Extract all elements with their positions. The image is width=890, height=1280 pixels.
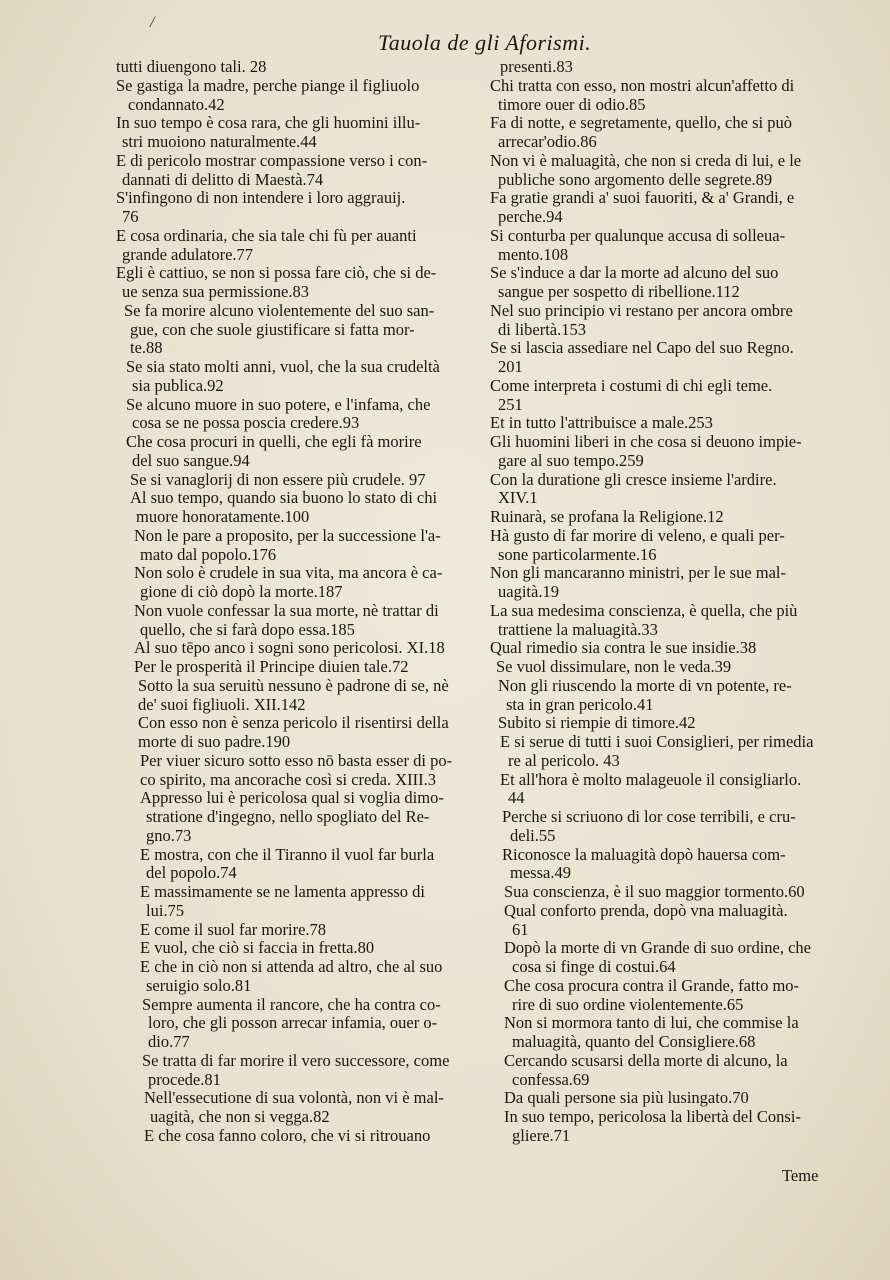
right-column-line: 61: [512, 920, 529, 939]
left-column-line: Nell'essecutione di sua volontà, non vi è mal-: [144, 1089, 444, 1108]
left-column-line: procede.81: [148, 1070, 221, 1089]
right-column-line: Fa gratie grandi a' suoi fauoriti, & a' Grandi, e: [490, 189, 795, 208]
right-column-line: Ruinarà, se profana la Religione.12: [490, 508, 724, 526]
left-column-line: gione di ciò dopò la morte.187: [140, 583, 343, 601]
right-column-line: Non si mormora tanto di lui, che commise la: [504, 1014, 799, 1033]
right-column-line: maluagità, quanto del Consigliere.68: [512, 1033, 756, 1051]
left-column-line: lui.75: [146, 901, 185, 920]
right-column-line: XIV.1: [498, 489, 538, 508]
right-column-line: gare al suo tempo.259: [498, 451, 644, 470]
right-column-line: Gli huomini liberi in che cosa si deuono impie-: [490, 433, 802, 451]
left-column-line: Se tratta di far morire il vero successore, come: [142, 1051, 450, 1070]
left-column-line: quello, che si farà dopo essa.185: [140, 620, 355, 639]
right-column-line: di libertà.153: [498, 320, 586, 339]
left-column-line: te.88: [130, 339, 163, 358]
left-column-line: grande adulatore.77: [122, 245, 254, 264]
right-column-line: Sua conscienza, è il suo maggior tormento.60: [504, 883, 805, 901]
right-column-line: perche.94: [498, 208, 563, 226]
page-header-title: Tauola de gli Aforismi.: [378, 30, 592, 55]
right-column-line: Dopò la morte di vn Grande di suo ordine, che: [504, 939, 812, 958]
catchword: Teme: [782, 1166, 819, 1185]
left-column-line: de' suoi figliuoli. XII.142: [138, 695, 306, 714]
left-column-line: cosa se ne possa poscia credere.93: [132, 414, 360, 433]
right-column-line: Da quali persone sia più lusingato.70: [504, 1089, 749, 1108]
left-column-line: ue senza sua permissione.83: [122, 283, 309, 301]
right-column-line: presenti.83: [500, 58, 573, 76]
left-column-line: E come il suol far morire.78: [140, 920, 327, 939]
right-column-line: Fa di notte, e segretamente, quello, che si può: [490, 114, 792, 133]
left-column-line: Per viuer sicuro sotto esso nō basta esser di po-: [140, 751, 453, 770]
left-column-line: Se alcuno muore in suo potere, e l'infama, che: [126, 395, 431, 414]
right-column-line: Non gli riuscendo la morte di vn potente, re-: [498, 676, 792, 695]
right-column-line: Non vi è maluagità, che non si creda di lui, e le: [490, 151, 802, 170]
right-column-line: E si serue di tutti i suoi Consiglieri, per rimedia: [500, 733, 814, 751]
left-column-line: Egli è cattiuo, se non si possa fare ciò, che si de-: [116, 264, 437, 283]
right-column-line: sta in gran pericolo.41: [506, 695, 654, 714]
left-column-line: Se sia stato molti anni, vuol, che la sua crudeltà: [126, 358, 440, 376]
left-column-line: seruigio solo.81: [146, 976, 252, 995]
left-column-line: dio.77: [148, 1033, 190, 1051]
left-column-line: E cosa ordinaria, che sia tale chi fù per auanti: [116, 226, 417, 245]
right-column-line: Si conturba per qualunque accusa di solleua-: [490, 226, 786, 245]
right-column-line: re al pericolo. 43: [508, 751, 620, 770]
left-column-line: gue, con che suole giustificare si fatta mor-: [130, 320, 415, 339]
left-column-line: E che cosa fanno coloro, che vi si ritrouano: [144, 1126, 431, 1145]
right-column-line: 201: [498, 358, 523, 376]
left-column-line: 76: [122, 208, 139, 226]
left-column-line: Non solo è crudele in sua vita, ma ancora è ca-: [134, 564, 443, 583]
left-column-line: del suo sangue.94: [132, 451, 250, 470]
right-column-line: Hà gusto di far morire di veleno, e quali per-: [490, 526, 785, 545]
right-column-line: publiche sono argomento delle segrete.89: [498, 170, 773, 189]
left-column-line: stri muoiono naturalmente.44: [122, 133, 317, 151]
left-column-line: E di pericolo mostrar compassione verso i con-: [116, 151, 428, 170]
left-column-line: co spirito, ma ancorache così si creda. XIII.3: [140, 770, 436, 789]
left-column-line: Non vuole confessar la sua morte, nè trattar di: [134, 601, 439, 620]
right-column-line: Qual rimedio sia contra le sue insidie.38: [490, 639, 757, 658]
right-column-line: confessa.69: [512, 1070, 590, 1089]
left-column-line: Al suo tēpo anco i sogni sono pericolosi. XI.18: [134, 639, 445, 658]
right-column-line: Che cosa procura contra il Grande, fatto mo-: [504, 976, 800, 995]
left-column-line: Al suo tempo, quando sia buono lo stato di chi: [130, 489, 438, 508]
right-column-line: Chi tratta con esso, non mostri alcun'affetto di: [490, 76, 795, 95]
right-column-line: Cercando scusarsi della morte di alcuno, la: [504, 1051, 788, 1070]
right-column-line: timore ouer di odio.85: [498, 95, 646, 114]
left-column-line: mato dal popolo.176: [140, 545, 277, 564]
right-column-line: Subito si riempie di timore.42: [498, 714, 696, 733]
right-column-line: messa.49: [510, 864, 571, 883]
left-column-line: Sotto la sua seruitù nessuno è padrone di se, nè: [138, 676, 449, 695]
right-column-line: La sua medesima conscienza, è quella, che più: [490, 601, 798, 620]
right-column-line: Perche si scriuono di lor cose terribili, e cru-: [502, 808, 796, 826]
ink-mark: /: [150, 14, 155, 31]
right-column-line: uagità.19: [498, 583, 559, 601]
right-column-line: gliere.71: [512, 1126, 571, 1145]
right-column-line: Riconosce la maluagità dopò hauersa com-: [502, 845, 786, 864]
right-column-line: Se vuol dissimulare, non le veda.39: [496, 658, 732, 676]
left-column: [116, 58, 486, 1146]
right-column-line: deli.55: [510, 826, 556, 845]
left-column-line: Per le prosperità il Principe diuien tale.72: [134, 658, 409, 676]
left-column-line: Non le pare a proposito, per la successione l'a-: [134, 526, 441, 545]
left-column-line: Se si vanaglorij di non essere più crudele. 97: [130, 470, 426, 489]
right-column-line: Nel suo principio vi restano per ancora ombre: [490, 301, 793, 320]
right-column-line: Come interpreta i costumi di chi egli teme.: [490, 376, 773, 395]
left-column-line: Con esso non è senza pericolo il risentirsi della: [138, 714, 449, 733]
right-column-line: sone particolarmente.16: [498, 545, 657, 564]
right-column-line: 44: [508, 789, 525, 808]
right-column-line: trattiene la maluagità.33: [498, 620, 658, 639]
left-column-line: E massimamente se ne lamenta appresso di: [140, 883, 425, 901]
left-column-line: E vuol, che ciò si faccia in fretta.80: [140, 939, 375, 958]
right-column-line: Con la duratione gli cresce insieme l'ardire.: [490, 470, 777, 489]
left-column-line: E mostra, con che il Tiranno il vuol far burla: [140, 845, 435, 864]
right-column-line: Se si lascia assediare nel Capo del suo Regno.: [490, 339, 794, 358]
right-column-line: In suo tempo, pericolosa la libertà del Consi-: [504, 1108, 801, 1126]
right-column-line: mento.108: [498, 245, 569, 264]
left-column-line: uagità, che non si vegga.82: [150, 1108, 330, 1126]
left-column-line: morte di suo padre.190: [138, 733, 291, 751]
left-column-line: dannati di delitto di Maestà.74: [122, 170, 324, 189]
left-column-line: tutti diuengono tali. 28: [116, 58, 267, 76]
right-column-line: 251: [498, 395, 523, 414]
left-column-line: E che in ciò non si attenda ad altro, che al suo: [140, 958, 443, 976]
right-column-line: rire di suo ordine violentemente.65: [512, 995, 744, 1014]
right-column-line: arrecar'odio.86: [498, 133, 597, 151]
left-column-line: condannato.42: [128, 95, 225, 114]
right-column-line: Et in tutto l'attribuisce a male.253: [490, 414, 713, 433]
left-column-line: Sempre aumenta il rancore, che ha contra co-: [142, 995, 441, 1014]
left-column-line: Se gastiga la madre, perche piange il figliuolo: [116, 76, 420, 95]
left-column-line: gno.73: [146, 826, 192, 845]
left-column-line: In suo tempo è cosa rara, che gli huomini illu-: [116, 114, 421, 133]
left-column-line: stratione d'ingegno, nello spogliato del Re-: [146, 808, 430, 826]
left-column-line: Che cosa procuri in quelli, che egli fà morire: [126, 433, 422, 451]
left-column-line: sia publica.92: [132, 376, 224, 395]
left-column-line: S'infingono di non intendere i loro aggrauij.: [116, 189, 406, 208]
left-column-line: Appresso lui è pericolosa qual si voglia dimo-: [140, 789, 444, 808]
right-column-line: Se s'induce a dar la morte ad alcuno del suo: [490, 264, 779, 283]
right-column-line: Qual conforto prenda, dopò vna maluagità.: [504, 901, 788, 920]
left-column-line: muore honoratamente.100: [136, 508, 310, 526]
right-column: [490, 58, 850, 1146]
right-column-line: Et all'hora è molto malageuole il consigliarlo.: [500, 770, 802, 789]
right-column-line: Non gli mancaranno ministri, per le sue mal-: [490, 564, 787, 583]
left-column-line: loro, che gli posson arrecar infamia, ouer o-: [148, 1014, 438, 1033]
left-column-line: del popolo.74: [146, 864, 237, 883]
right-column-line: sangue per sospetto di ribellione.112: [498, 283, 740, 301]
left-column-line: Se fa morire alcuno violentemente del suo san-: [124, 301, 435, 320]
right-column-line: cosa si finge di costui.64: [512, 958, 676, 976]
